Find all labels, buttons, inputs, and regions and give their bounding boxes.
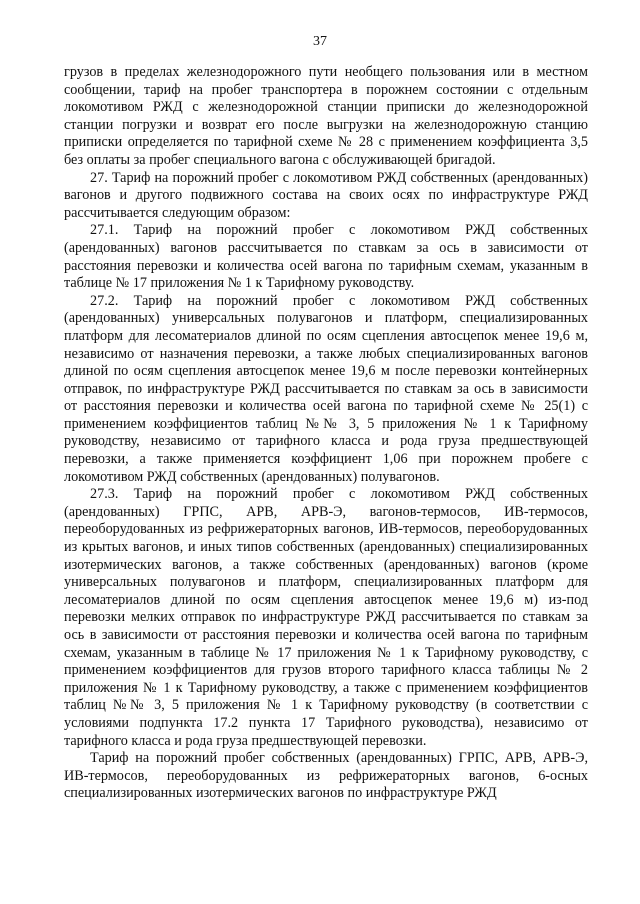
- paragraph-27-2: 27.2. Тариф на порожний пробег с локомотивом РЖД собственных (арендованных) универсальных полувагонов и платформ, специализированных платформ для лесоматериалов длиной по осям сцепления автосцепок менее 19,6 м, независимо от назначения перевозки, а также любых специализированных вагонов длиной по осям сцепления автосцепок менее 19,6 м после перевозки контейнерных отправок, по инфраструктуре РЖД рассчитывается по ставкам за ось в зависимости от расстояния перевозки и количества осей вагона по тарифной схеме № 25(1) с применением коэффициентов таблиц №№ 3, 5 приложения № 1 к Тарифному руководству, независимо от тарифного класса и рода груза предшествующей перевозки, а также применяется коэффициент 1,06 при порожнем пробеге с локомотивом РЖД собственных (арендованных) полувагонов.: [64, 292, 588, 485]
- page-number: 37: [313, 34, 327, 49]
- paragraph-27-1: 27.1. Тариф на порожний пробег с локомотивом РЖД собственных (арендованных) вагонов рассчитывается по ставкам за ось в зависимости от расстояния перевозки и количества осей вагона по тарифным схемам, указанным в таблице № 17 приложения № 1 к Тарифному руководству.: [64, 222, 588, 292]
- paragraph-27-3: 27.3. Тариф на порожний пробег с локомотивом РЖД собственных (арендованных) ГРПС, АРВ, АРВ-Э, вагонов-термосов, ИВ-термосов, переоборудованных из рефрижераторных вагонов, ИВ-термосов, переоборудованных из крытых вагонов, и иных типов собственных (арендованных) специализированных изотермических вагонов, а также собственных (арендованных) вагонов (кроме универсальных полувагонов и платформ, специализированных платформ для лесоматериалов длиной по осям сцепления автосцепок менее 19,6 м) из-под перевозки мелких отправок по инфраструктуре РЖД рассчитывается по ставкам за ось в зависимости от расстояния перевозки и количества осей вагона по тарифным схемам, указанным в таблице № 17 приложения № 1 к Тарифному руководству, с применением коэффициентов для грузов второго тарифного класса таблицы № 2 приложения № 1 к Тарифному руководству, а также с применением коэффициентов таблиц №№ 3, 5 приложения № 1 к Тарифному руководству (в соответствии с условиями подпункта 17.2 пункта 17 Тарифного руководства), независимо от тарифного класса и рода груза предшествующей перевозки.: [64, 486, 588, 749]
- document-body: [64, 64, 588, 803]
- paragraph-tariff-grps: Тариф на порожний пробег собственных (арендованных) ГРПС, АРВ, АРВ-Э, ИВ-термосов, переоборудованных из рефрижераторных вагонов, 6-осных специализированных изотермических вагонов по инфраструктуре РЖД: [64, 750, 588, 802]
- paragraph-27: 27. Тариф на порожний пробег с локомотивом РЖД собственных (арендованных) вагонов и другого подвижного состава на своих осях по инфраструктуре РЖД рассчитывается следующим образом:: [64, 169, 588, 221]
- paragraph-continuation: грузов в пределах железнодорожного пути необщего пользования или в местном сообщении, тариф на пробег транспортера в порожнем состоянии с отдельным локомотивом РЖД с железнодорожной станции приписки до железнодорожной станции погрузки и возврат его после выгрузки на железнодорожную станцию приписки определяется по тарифной схеме № 28 с применением коэффициента 3,5 без оплаты за пробег специального вагона с обслуживающей бригадой.: [64, 64, 588, 168]
